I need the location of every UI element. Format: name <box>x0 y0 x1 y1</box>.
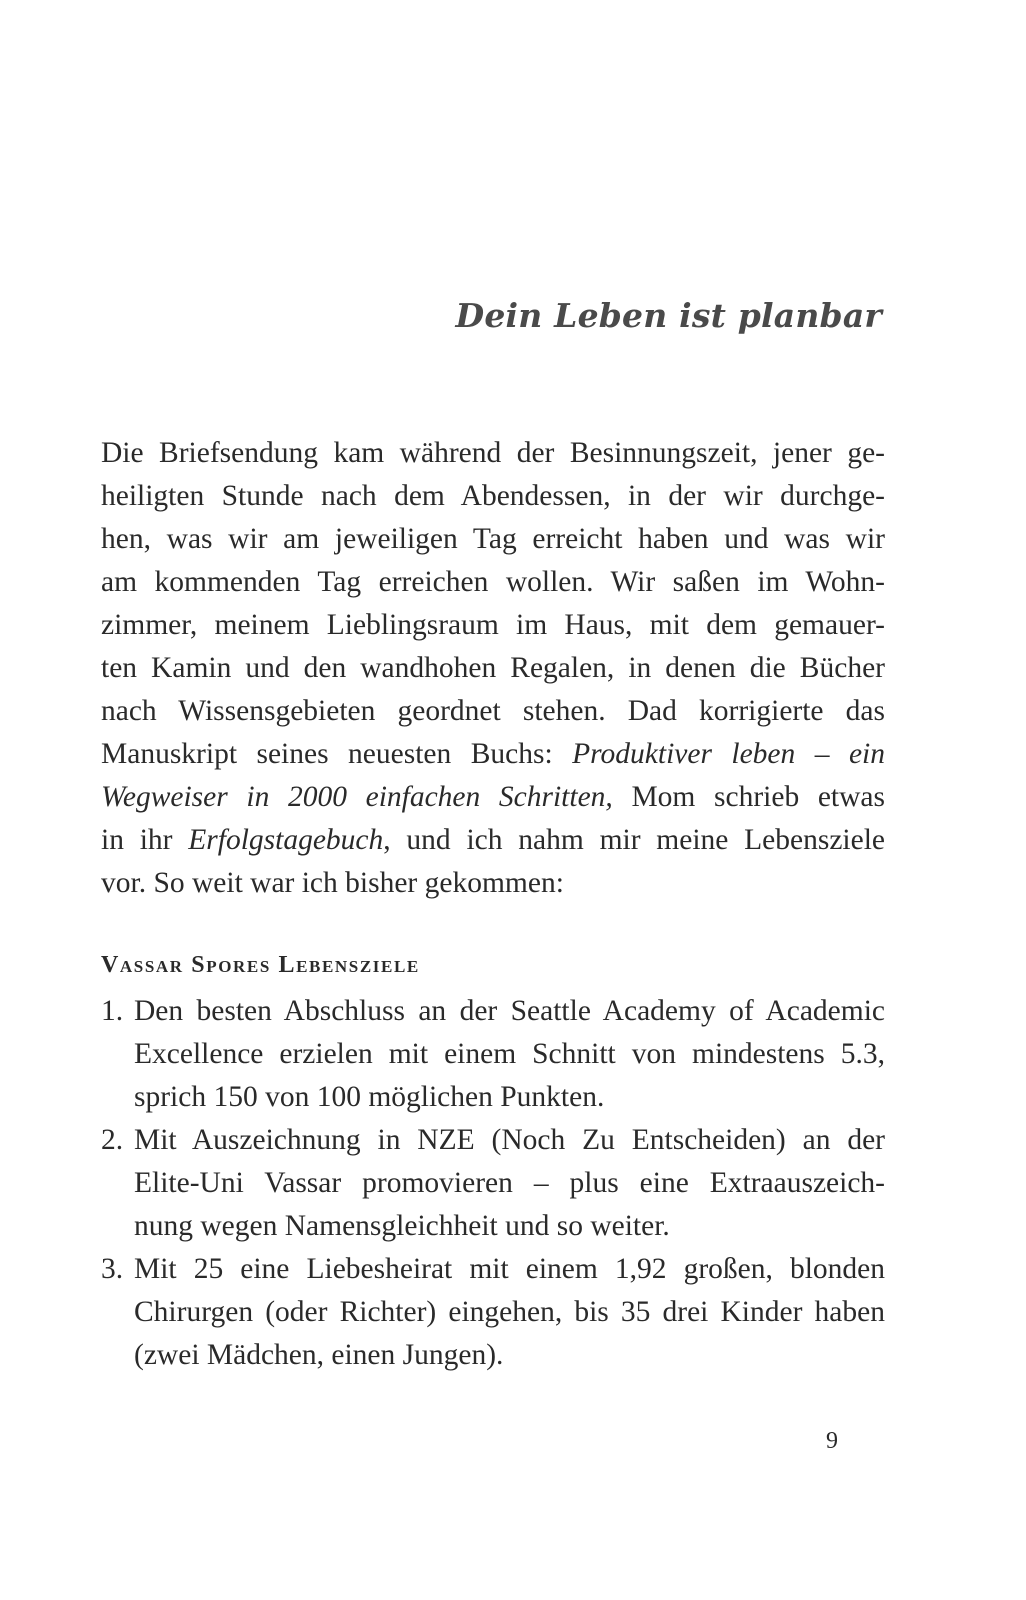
paragraph-line: ten Kamin und den wandhohen Regalen, in denen die Bücher <box>101 652 885 684</box>
book-title-italic: Wegweiser in 2000 einfachen Schritten, <box>101 781 613 813</box>
paragraph-text: Manuskript seines neuesten Buchs: <box>101 738 573 770</box>
goal-line: Mit Auszeichnung in NZE (Noch Zu Entscheiden) an der <box>134 1124 885 1156</box>
goal-line: Elite-Uni Vassar promovieren – plus eine Extraauszeich- <box>134 1167 885 1199</box>
paragraph-line <box>101 776 885 819</box>
paragraph-line: Die Briefsendung kam während der Besinnungszeit, jener ge- <box>101 437 885 469</box>
paragraph-text: in ihr <box>101 824 189 856</box>
goal-item <box>101 990 885 1119</box>
goal-item <box>101 1119 885 1248</box>
goal-line: (zwei Mädchen, einen Jungen). <box>134 1339 504 1371</box>
paragraph-line: hen, was wir am jeweiligen Tag erreicht haben und was wir <box>101 523 885 555</box>
goal-number: 2. <box>101 1124 124 1156</box>
page-number: 9 <box>826 1428 838 1454</box>
paragraph-line: vor. So weit war ich bisher gekommen: <box>101 867 564 899</box>
goals-list <box>101 990 885 1377</box>
goal-line: Excellence erzielen mit einem Schnitt von mindestens 5.3, <box>134 1038 885 1070</box>
goal-text <box>134 990 885 1119</box>
paragraph-line <box>101 733 885 776</box>
paragraph-line: heiligten Stunde nach dem Abendessen, in der wir durchge- <box>101 480 885 512</box>
paragraph-line: am kommenden Tag erreichen wollen. Wir saßen im Wohn- <box>101 566 885 598</box>
chapter-title: Dein Leben ist planbar <box>455 296 882 335</box>
paragraph-line: nach Wissensgebieten geordnet stehen. Dad korrigierte das <box>101 695 885 727</box>
goal-line: nung wegen Namensgleichheit und so weiter. <box>134 1210 670 1242</box>
paragraph-text: , und ich nahm mir meine Lebensziele <box>383 824 886 856</box>
paragraph-text: Mom schrieb etwas <box>612 781 885 813</box>
paragraph-line: zimmer, meinem Lieblingsraum im Haus, mit dem gemauer- <box>101 609 885 641</box>
goals-heading: Vassar Spores Lebensziele <box>101 952 420 978</box>
goal-number: 3. <box>101 1253 124 1285</box>
goal-line: Chirurgen (oder Richter) eingehen, bis 35 drei Kinder haben <box>134 1296 885 1328</box>
goal-line: Mit 25 eine Liebesheirat mit einem 1,92 großen, blonden <box>134 1253 885 1285</box>
goal-line: sprich 150 von 100 möglichen Punkten. <box>134 1081 605 1113</box>
goal-line: Den besten Abschluss an der Seattle Academy of Academic <box>134 995 885 1027</box>
goal-text <box>134 1248 885 1377</box>
goal-item <box>101 1248 885 1377</box>
body-paragraph <box>101 432 885 905</box>
diary-title-italic: Erfolgstagebuch <box>188 824 384 856</box>
goal-number: 1. <box>101 995 124 1027</box>
paragraph-line <box>101 819 885 862</box>
book-title-italic: Produktiver leben – ein <box>572 738 885 770</box>
goal-text <box>134 1119 885 1248</box>
